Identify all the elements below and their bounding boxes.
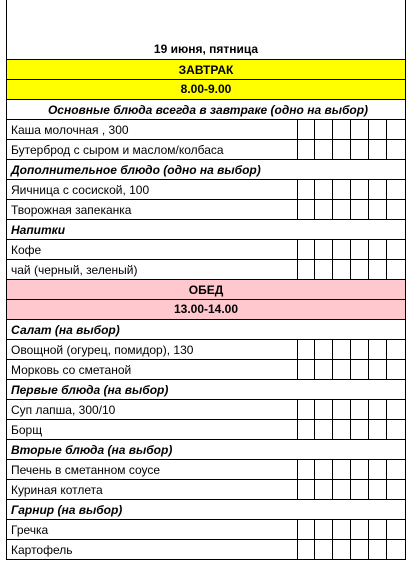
order-cell[interactable] (315, 540, 333, 559)
order-cell[interactable] (351, 420, 369, 439)
order-cell[interactable] (351, 400, 369, 419)
order-cell[interactable] (387, 540, 405, 559)
order-cell[interactable] (387, 480, 405, 499)
order-cell[interactable] (298, 340, 316, 359)
order-cell[interactable] (387, 180, 405, 199)
menu-item-row (6, 120, 406, 140)
menu-item-name: Бутерброд с сыром и маслом/колбаса (7, 140, 298, 159)
order-cell[interactable] (333, 140, 351, 159)
order-cell[interactable] (387, 360, 405, 379)
order-cell[interactable] (333, 180, 351, 199)
order-cell[interactable] (333, 340, 351, 359)
order-cell[interactable] (333, 420, 351, 439)
breakfast-sections (6, 100, 406, 280)
menu-item-row (6, 360, 406, 380)
order-cell[interactable] (298, 140, 316, 159)
order-cell[interactable] (369, 140, 387, 159)
menu-item-row (6, 520, 406, 540)
order-cell[interactable] (315, 260, 333, 279)
order-cell[interactable] (369, 200, 387, 219)
order-cell[interactable] (351, 340, 369, 359)
order-cell[interactable] (387, 200, 405, 219)
order-cell[interactable] (387, 400, 405, 419)
menu-item-name: Гречка (7, 520, 298, 539)
breakfast-section-title: Напитки (6, 220, 406, 240)
order-cell[interactable] (351, 180, 369, 199)
order-cell[interactable] (298, 240, 316, 259)
menu-item-name: Яичница с сосиской, 100 (7, 180, 298, 199)
menu-item-row (6, 340, 406, 360)
order-cell[interactable] (333, 120, 351, 139)
order-cell[interactable] (351, 360, 369, 379)
order-cell[interactable] (298, 260, 316, 279)
lunch-section-title: Гарнир (на выбор) (6, 500, 406, 520)
order-cell[interactable] (369, 180, 387, 199)
menu-item-name: Суп лапша, 300/10 (7, 400, 298, 419)
lunch-sections (6, 320, 406, 560)
order-cell[interactable] (298, 180, 316, 199)
order-cell[interactable] (298, 540, 316, 559)
order-cell[interactable] (333, 260, 351, 279)
order-cell[interactable] (298, 480, 316, 499)
menu-item-row (6, 460, 406, 480)
order-cell[interactable] (387, 460, 405, 479)
menu-item-name: Морковь со сметаной (7, 360, 298, 379)
order-cell[interactable] (369, 520, 387, 539)
order-cell[interactable] (315, 140, 333, 159)
menu-item-name: чай (черный, зеленый) (7, 260, 298, 279)
order-cell[interactable] (298, 420, 316, 439)
order-cell[interactable] (387, 340, 405, 359)
order-cell[interactable] (298, 360, 316, 379)
order-cell[interactable] (298, 400, 316, 419)
menu-sheet (6, 0, 406, 560)
order-cell[interactable] (315, 360, 333, 379)
order-cell[interactable] (369, 400, 387, 419)
order-cell[interactable] (333, 520, 351, 539)
order-cell[interactable] (333, 460, 351, 479)
menu-item-row (6, 400, 406, 420)
order-cell[interactable] (387, 260, 405, 279)
order-cell[interactable] (351, 540, 369, 559)
menu-item-row (6, 540, 406, 560)
order-cell[interactable] (369, 240, 387, 259)
order-cell[interactable] (369, 540, 387, 559)
menu-item-row (6, 420, 406, 440)
order-cell[interactable] (333, 240, 351, 259)
lunch-section-title: Первые блюда (на выбор) (6, 380, 406, 400)
order-cell[interactable] (333, 360, 351, 379)
breakfast-title: ЗАВТРАК (7, 61, 405, 80)
lunch-title: ОБЕД (7, 281, 405, 300)
order-cell[interactable] (387, 520, 405, 539)
order-cell[interactable] (351, 200, 369, 219)
breakfast-section-title: Основные блюда всегда в завтраке (одно на выбор) (6, 100, 406, 120)
order-cell[interactable] (315, 460, 333, 479)
breakfast-section-title: Дополнительное блюдо (одно на выбор) (6, 160, 406, 180)
order-cell[interactable] (351, 120, 369, 139)
lunch-time: 13.00-14.00 (173, 302, 239, 316)
date-header (6, 0, 406, 60)
order-cell[interactable] (351, 520, 369, 539)
order-cell[interactable] (333, 400, 351, 419)
order-cell[interactable] (315, 340, 333, 359)
menu-item-row (6, 140, 406, 160)
order-cell[interactable] (387, 240, 405, 259)
menu-item-name: Творожная запеканка (7, 200, 298, 219)
order-cell[interactable] (333, 540, 351, 559)
order-cell[interactable] (351, 240, 369, 259)
order-cell[interactable] (369, 420, 387, 439)
menu-item-name: Печень в сметанном соусе (7, 460, 298, 479)
date-label: 19 июня, пятница (153, 42, 259, 56)
order-cell[interactable] (298, 520, 316, 539)
breakfast-header (6, 60, 406, 100)
order-cell[interactable] (315, 120, 333, 139)
order-cell[interactable] (315, 240, 333, 259)
menu-item-row (6, 180, 406, 200)
menu-item-row (6, 480, 406, 500)
menu-item-row (6, 240, 406, 260)
order-cell[interactable] (387, 420, 405, 439)
order-cell[interactable] (369, 260, 387, 279)
order-cell[interactable] (315, 200, 333, 219)
order-cell[interactable] (387, 140, 405, 159)
order-cell[interactable] (298, 120, 316, 139)
menu-item-name: Кофе (7, 240, 298, 259)
order-cell[interactable] (315, 520, 333, 539)
menu-item-row (6, 260, 406, 280)
order-cell[interactable] (369, 360, 387, 379)
order-cell[interactable] (369, 120, 387, 139)
menu-item-row (6, 200, 406, 220)
order-cell[interactable] (351, 460, 369, 479)
menu-item-name: Борщ (7, 420, 298, 439)
order-cell[interactable] (351, 260, 369, 279)
breakfast-time: 8.00-9.00 (180, 82, 232, 96)
order-cell[interactable] (315, 420, 333, 439)
menu-item-name: Куриная котлета (7, 480, 298, 499)
order-cell[interactable] (333, 200, 351, 219)
lunch-header (6, 280, 406, 320)
order-cell[interactable] (315, 480, 333, 499)
order-cell[interactable] (315, 400, 333, 419)
order-cell[interactable] (369, 460, 387, 479)
order-cell[interactable] (369, 340, 387, 359)
order-cell[interactable] (298, 200, 316, 219)
order-cell[interactable] (351, 140, 369, 159)
menu-item-name: Овощной (огурец, помидор), 130 (7, 340, 298, 359)
order-cell[interactable] (387, 120, 405, 139)
order-cell[interactable] (315, 180, 333, 199)
menu-item-name: Каша молочная , 300 (7, 120, 298, 139)
order-cell[interactable] (351, 480, 369, 499)
menu-item-name: Картофель (7, 540, 298, 559)
lunch-section-title: Вторые блюда (на выбор) (6, 440, 406, 460)
order-cell[interactable] (298, 460, 316, 479)
lunch-section-title: Салат (на выбор) (6, 320, 406, 340)
order-cell[interactable] (369, 480, 387, 499)
order-cell[interactable] (333, 480, 351, 499)
